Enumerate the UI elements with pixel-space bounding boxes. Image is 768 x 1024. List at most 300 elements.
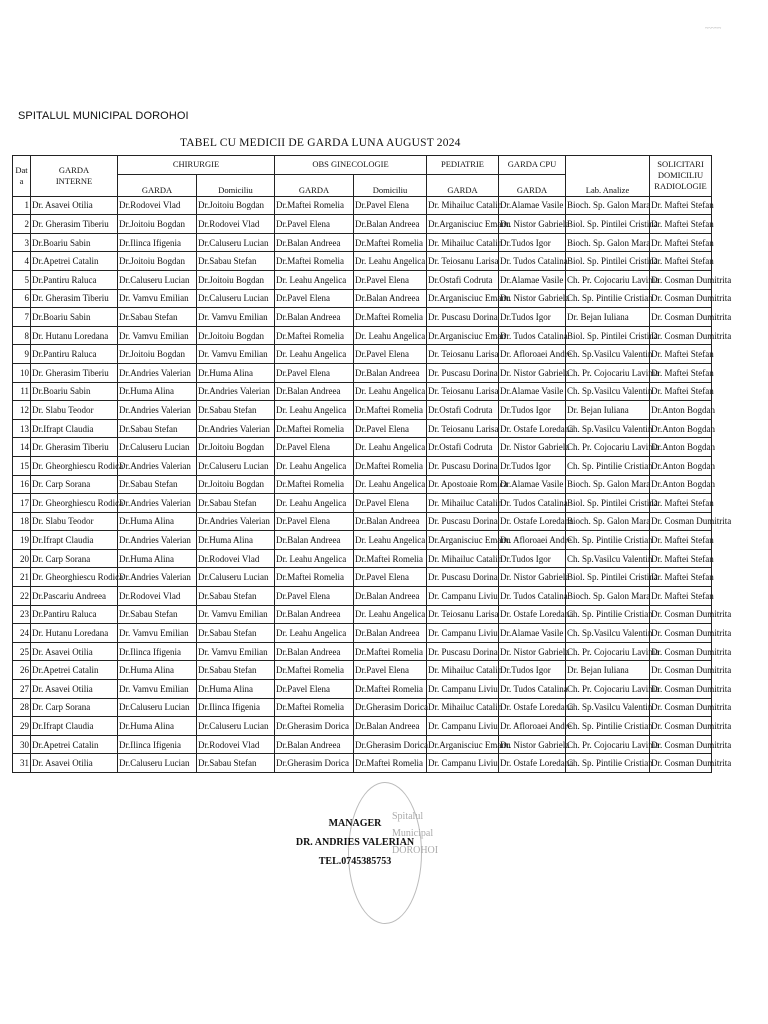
table-row — [13, 680, 712, 699]
chirurgie-garda-cell: Dr.Andries Valerian — [118, 456, 197, 475]
lab-analize-cell: Bioch. Sp. Galon Mara — [566, 233, 650, 252]
chirurgie-domiciliu-cell: Dr.Joitoiu Bogdan — [197, 326, 275, 345]
table-row — [13, 382, 712, 401]
chirurgie-garda-cell: Dr.Huma Alina — [118, 661, 197, 680]
cpu-garda-cell: Dr. Ostafe Loredana — [499, 698, 566, 717]
day-number-cell: 25 — [13, 642, 31, 661]
table-row — [13, 605, 712, 624]
interne-garda-cell: Dr.Ifrapt Claudia — [31, 717, 118, 736]
chirurgie-domiciliu-cell: Dr.Ilinca Ifigenia — [197, 698, 275, 717]
interne-garda-cell: Dr.Boariu Sabin — [31, 382, 118, 401]
pediatrie-garda-cell: Dr. Teiosanu Larisa — [427, 252, 499, 271]
interne-garda-cell: Dr. Carp Sorana — [31, 475, 118, 494]
col-header-ped-garda: GARDA — [427, 174, 499, 196]
interne-garda-cell: Dr. Gherasim Tiberiu — [31, 289, 118, 308]
obs-domiciliu-cell: Dr.Pavel Elena — [354, 270, 427, 289]
lab-analize-cell: Ch. Sp.Vasilcu Valentin — [566, 549, 650, 568]
chirurgie-garda-cell: Dr.Rodovei Vlad — [118, 196, 197, 215]
chirurgie-domiciliu-cell: Dr.Joitoiu Bogdan — [197, 270, 275, 289]
obs-garda-cell: Dr.Pavel Elena — [275, 512, 354, 531]
pediatrie-garda-cell: Dr.Ostafi Codruta — [427, 270, 499, 289]
obs-domiciliu-cell: Dr.Pavel Elena — [354, 419, 427, 438]
obs-domiciliu-cell: Dr. Leahu Angelica — [354, 438, 427, 457]
manager-role: MANAGER — [328, 818, 382, 829]
chirurgie-domiciliu-cell: Dr.Sabau Stefan — [197, 754, 275, 773]
col-header-interne-top: GARDA — [58, 164, 90, 175]
day-number-cell: 16 — [13, 475, 31, 494]
radiologie-domiciliu-cell: Dr. Cosman Dumitrita — [650, 754, 712, 773]
col-header-obs-domiciliu: Domiciliu — [354, 174, 427, 196]
obs-garda-cell: Dr.Balan Andreea — [275, 382, 354, 401]
pediatrie-garda-cell: Dr. Mihailuc Catalin — [427, 196, 499, 215]
cpu-garda-cell: Dr. Nistor Gabriela — [499, 215, 566, 234]
pediatrie-garda-cell: Dr. Campanu Liviu — [427, 624, 499, 643]
col-header-data-top: Dat — [15, 164, 28, 175]
pediatrie-garda-cell: Dr.Arganisciuc Emanu — [427, 735, 499, 754]
interne-garda-cell: Dr. Asavei Otilia — [31, 754, 118, 773]
obs-domiciliu-cell: Dr.Pavel Elena — [354, 196, 427, 215]
day-number-cell: 12 — [13, 401, 31, 420]
day-number-cell: 10 — [13, 363, 31, 382]
cpu-garda-cell: Dr.Tudos Igor — [499, 456, 566, 475]
cpu-garda-cell: Dr. Tudos Catalina — [499, 680, 566, 699]
table-row — [13, 549, 712, 568]
chirurgie-domiciliu-cell: Dr.Sabau Stefan — [197, 624, 275, 643]
cpu-garda-cell: Dr. Ostafe Loredana — [499, 754, 566, 773]
chirurgie-domiciliu-cell: Dr.Huma Alina — [197, 363, 275, 382]
col-header-interne — [31, 156, 118, 197]
obs-domiciliu-cell: Dr.Balan Andreea — [354, 215, 427, 234]
lab-analize-cell: Biol. Sp. Pintilei Cristina — [566, 326, 650, 345]
obs-domiciliu-cell: Dr.Pavel Elena — [354, 345, 427, 364]
table-row — [13, 289, 712, 308]
radiologie-domiciliu-cell: Dr. Cosman Dumitrita — [650, 270, 712, 289]
cpu-garda-cell: Dr.Alamae Vasile — [499, 475, 566, 494]
chirurgie-garda-cell: Dr.Huma Alina — [118, 382, 197, 401]
chirurgie-domiciliu-cell: Dr. Vamvu Emilian — [197, 345, 275, 364]
chirurgie-garda-cell: Dr.Sabau Stefan — [118, 605, 197, 624]
obs-garda-cell: Dr.Pavel Elena — [275, 438, 354, 457]
obs-garda-cell: Dr. Leahu Angelica — [275, 270, 354, 289]
interne-garda-cell: Dr. Carp Sorana — [31, 549, 118, 568]
obs-garda-cell: Dr.Maftei Romelia — [275, 568, 354, 587]
radiologie-domiciliu-cell: Dr. Maftei Stefan — [650, 363, 712, 382]
obs-garda-cell: Dr. Leahu Angelica — [275, 401, 354, 420]
day-number-cell: 21 — [13, 568, 31, 587]
lab-analize-cell: Ch. Sp. Pintilie Cristian — [566, 531, 650, 550]
pediatrie-garda-cell: Dr. Mihailuc Catalin — [427, 698, 499, 717]
obs-domiciliu-cell: Dr.Gherasim Dorica — [354, 735, 427, 754]
stamp-text: Spitalul Municipal DOROHOI — [392, 811, 439, 856]
interne-garda-cell: Dr.Pantiru Raluca — [31, 270, 118, 289]
pediatrie-garda-cell: Dr. Campanu Liviu — [427, 587, 499, 606]
table-row — [13, 717, 712, 736]
radiologie-domiciliu-cell: Dr. Maftei Stefan — [650, 252, 712, 271]
lab-analize-cell: Ch. Sp.Vasilcu Valentin — [566, 624, 650, 643]
table-row — [13, 308, 712, 327]
radiologie-domiciliu-cell: Dr. Cosman Dumitrita — [650, 512, 712, 531]
radiologie-domiciliu-cell: Dr. Maftei Stefan — [650, 568, 712, 587]
lab-analize-cell: Ch. Sp. Pintilie Cristian — [566, 717, 650, 736]
day-number-cell: 5 — [13, 270, 31, 289]
day-number-cell: 20 — [13, 549, 31, 568]
table-row — [13, 661, 712, 680]
pediatrie-garda-cell: Dr. Puscasu Dorina — [427, 456, 499, 475]
interne-garda-cell: Dr.Boariu Sabin — [31, 233, 118, 252]
chirurgie-domiciliu-cell: Dr.Sabau Stefan — [197, 587, 275, 606]
day-number-cell: 29 — [13, 717, 31, 736]
col-header-chir-garda: GARDA — [118, 174, 197, 196]
radiologie-domiciliu-cell: Dr. Cosman Dumitrita — [650, 717, 712, 736]
signature-block — [280, 814, 430, 871]
pediatrie-garda-cell: Dr. Teiosanu Larisa — [427, 605, 499, 624]
table-row — [13, 345, 712, 364]
chirurgie-domiciliu-cell: Dr.Caluseru Lucian — [197, 568, 275, 587]
obs-garda-cell: Dr.Maftei Romelia — [275, 326, 354, 345]
chirurgie-garda-cell: Dr.Sabau Stefan — [118, 475, 197, 494]
interne-garda-cell: Dr. Slabu Teodor — [31, 512, 118, 531]
obs-garda-cell: Dr. Leahu Angelica — [275, 549, 354, 568]
chirurgie-garda-cell: Dr. Vamvu Emilian — [118, 326, 197, 345]
obs-garda-cell: Dr.Pavel Elena — [275, 289, 354, 308]
chirurgie-domiciliu-cell: Dr.Huma Alina — [197, 680, 275, 699]
pediatrie-garda-cell: Dr. Mihailuc Catalin — [427, 233, 499, 252]
pediatrie-garda-cell: Dr. Puscasu Dorina — [427, 363, 499, 382]
chirurgie-domiciliu-cell: Dr.Sabau Stefan — [197, 401, 275, 420]
chirurgie-garda-cell: Dr.Sabau Stefan — [118, 308, 197, 327]
chirurgie-garda-cell: Dr.Rodovei Vlad — [118, 587, 197, 606]
pediatrie-garda-cell: Dr. Teiosanu Larisa — [427, 345, 499, 364]
radiologie-domiciliu-cell: Dr. Maftei Stefan — [650, 215, 712, 234]
obs-domiciliu-cell: Dr.Balan Andreea — [354, 587, 427, 606]
chirurgie-garda-cell: Dr.Sabau Stefan — [118, 419, 197, 438]
col-header-chir-domiciliu: Domiciliu — [197, 174, 275, 196]
cpu-garda-cell: Dr.Tudos Igor — [499, 308, 566, 327]
chirurgie-domiciliu-cell: Dr.Andries Valerian — [197, 512, 275, 531]
cpu-garda-cell: Dr.Tudos Igor — [499, 401, 566, 420]
radiologie-domiciliu-cell: Dr. Cosman Dumitrita — [650, 605, 712, 624]
obs-garda-cell: Dr.Pavel Elena — [275, 680, 354, 699]
table-row — [13, 568, 712, 587]
obs-domiciliu-cell: Dr. Leahu Angelica — [354, 326, 427, 345]
lab-analize-cell: Bioch. Sp. Galon Mara — [566, 475, 650, 494]
cpu-garda-cell: Dr. Afloroaei Andre — [499, 717, 566, 736]
chirurgie-domiciliu-cell: Dr.Huma Alina — [197, 531, 275, 550]
lab-analize-cell: Ch. Sp.Vasilcu Valentin — [566, 698, 650, 717]
obs-garda-cell: Dr.Balan Andreea — [275, 735, 354, 754]
lab-analize-cell: Ch. Pr. Cojocariu Lavinia — [566, 270, 650, 289]
duty-roster-table — [12, 155, 732, 773]
cpu-garda-cell: Dr. Tudos Catalina — [499, 494, 566, 513]
cpu-garda-cell: Dr. Ostafe Loredana — [499, 605, 566, 624]
chirurgie-domiciliu-cell: Dr.Rodovei Vlad — [197, 215, 275, 234]
interne-garda-cell: Dr.Pantiru Raluca — [31, 605, 118, 624]
obs-garda-cell: Dr.Maftei Romelia — [275, 661, 354, 680]
table-row — [13, 419, 712, 438]
obs-domiciliu-cell: Dr.Maftei Romelia — [354, 754, 427, 773]
table-row — [13, 754, 712, 773]
chirurgie-garda-cell: Dr.Caluseru Lucian — [118, 438, 197, 457]
obs-garda-cell: Dr.Gherasim Dorica — [275, 717, 354, 736]
obs-domiciliu-cell: Dr.Balan Andreea — [354, 717, 427, 736]
day-number-cell: 18 — [13, 512, 31, 531]
obs-domiciliu-cell: Dr.Balan Andreea — [354, 363, 427, 382]
col-header-rad-3: RADIOLOGIE — [654, 181, 707, 192]
obs-garda-cell: Dr.Maftei Romelia — [275, 698, 354, 717]
table-row — [13, 624, 712, 643]
day-number-cell: 2 — [13, 215, 31, 234]
chirurgie-garda-cell: Dr.Huma Alina — [118, 717, 197, 736]
chirurgie-domiciliu-cell: Dr.Joitoiu Bogdan — [197, 196, 275, 215]
radiologie-domiciliu-cell: Dr. Maftei Stefan — [650, 587, 712, 606]
day-number-cell: 19 — [13, 531, 31, 550]
day-number-cell: 4 — [13, 252, 31, 271]
radiologie-domiciliu-cell: Dr. Maftei Stefan — [650, 531, 712, 550]
lab-analize-cell: Ch. Sp. Pintilie Cristian — [566, 456, 650, 475]
day-number-cell: 11 — [13, 382, 31, 401]
document-title: TABEL CU MEDICII DE GARDA LUNA AUGUST 2024 — [180, 137, 461, 149]
lab-analize-cell: Bioch. Sp. Galon Mara — [566, 512, 650, 531]
day-number-cell: 13 — [13, 419, 31, 438]
obs-domiciliu-cell: Dr.Balan Andreea — [354, 512, 427, 531]
lab-analize-cell: Ch. Pr. Cojocariu Lavinia — [566, 438, 650, 457]
table-row — [13, 587, 712, 606]
chirurgie-domiciliu-cell: Dr. Vamvu Emilian — [197, 605, 275, 624]
chirurgie-domiciliu-cell: Dr. Vamvu Emilian — [197, 642, 275, 661]
radiologie-domiciliu-cell: Dr.Anton Bogdan — [650, 456, 712, 475]
lab-analize-cell: Biol. Sp. Pintilei Cristina — [566, 252, 650, 271]
obs-garda-cell: Dr. Leahu Angelica — [275, 345, 354, 364]
cpu-garda-cell: Dr. Tudos Catalina — [499, 326, 566, 345]
table-row — [13, 531, 712, 550]
pediatrie-garda-cell: Dr. Mihailuc Catalin — [427, 549, 499, 568]
obs-garda-cell: Dr.Pavel Elena — [275, 587, 354, 606]
obs-domiciliu-cell: Dr. Leahu Angelica — [354, 531, 427, 550]
chirurgie-domiciliu-cell: Dr.Sabau Stefan — [197, 661, 275, 680]
manager-phone: TEL.0745385753 — [318, 856, 392, 867]
table-row — [13, 512, 712, 531]
pediatrie-garda-cell: Dr. Campanu Liviu — [427, 680, 499, 699]
cpu-garda-cell: Dr.Alamae Vasile — [499, 382, 566, 401]
lab-analize-cell: Biol. Sp. Pintilei Cristina — [566, 215, 650, 234]
col-header-chirurgie: CHIRURGIE — [118, 156, 275, 175]
pediatrie-garda-cell: Dr. Puscasu Dorina — [427, 512, 499, 531]
pediatrie-garda-cell: Dr.Ostafi Codruta — [427, 438, 499, 457]
obs-garda-cell: Dr. Leahu Angelica — [275, 456, 354, 475]
interne-garda-cell: Dr. Carp Sorana — [31, 698, 118, 717]
lab-analize-cell: Ch. Sp. Pintilie Cristian — [566, 289, 650, 308]
radiologie-domiciliu-cell: Dr.Anton Bogdan — [650, 475, 712, 494]
cpu-garda-cell: Dr. Nistor Gabriela — [499, 642, 566, 661]
day-number-cell: 23 — [13, 605, 31, 624]
obs-domiciliu-cell: Dr.Maftei Romelia — [354, 680, 427, 699]
chirurgie-domiciliu-cell: Dr.Andries Valerian — [197, 419, 275, 438]
obs-garda-cell: Dr.Balan Andreea — [275, 605, 354, 624]
pediatrie-garda-cell: Dr.Arganisciuc Emanu — [427, 531, 499, 550]
col-header-interne-bottom: INTERNE — [55, 175, 93, 186]
chirurgie-garda-cell: Dr.Ilinca Ifigenia — [118, 642, 197, 661]
col-header-data — [13, 156, 31, 197]
obs-garda-cell: Dr.Pavel Elena — [275, 215, 354, 234]
day-number-cell: 6 — [13, 289, 31, 308]
cpu-garda-cell: Dr.Alamae Vasile — [499, 196, 566, 215]
obs-domiciliu-cell: Dr.Pavel Elena — [354, 494, 427, 513]
col-header-pediatrie: PEDIATRIE — [427, 156, 499, 175]
chirurgie-domiciliu-cell: Dr.Caluseru Lucian — [197, 289, 275, 308]
chirurgie-domiciliu-cell: Dr.Caluseru Lucian — [197, 233, 275, 252]
chirurgie-garda-cell: Dr.Joitoiu Bogdan — [118, 215, 197, 234]
cpu-garda-cell: Dr.Alamae Vasile — [499, 270, 566, 289]
obs-domiciliu-cell: Dr.Maftei Romelia — [354, 456, 427, 475]
radiologie-domiciliu-cell: Dr.Anton Bogdan — [650, 419, 712, 438]
pediatrie-garda-cell: Dr. Apostoaie Romica — [427, 475, 499, 494]
radiologie-domiciliu-cell: Dr. Cosman Dumitrita — [650, 698, 712, 717]
radiologie-domiciliu-cell: Dr. Cosman Dumitrita — [650, 289, 712, 308]
obs-domiciliu-cell: Dr. Leahu Angelica — [354, 605, 427, 624]
obs-domiciliu-cell: Dr.Maftei Romelia — [354, 401, 427, 420]
pediatrie-garda-cell: Dr. Puscasu Dorina — [427, 642, 499, 661]
radiologie-domiciliu-cell: Dr.Anton Bogdan — [650, 438, 712, 457]
obs-domiciliu-cell: Dr.Maftei Romelia — [354, 308, 427, 327]
cpu-garda-cell: Dr. Ostafe Loredana — [499, 512, 566, 531]
obs-garda-cell: Dr.Maftei Romelia — [275, 419, 354, 438]
col-header-cpu: GARDA CPU — [499, 156, 566, 175]
col-header-rad-2: DOMICILIU — [657, 170, 704, 181]
radiologie-domiciliu-cell: Dr.Anton Bogdan — [650, 401, 712, 420]
radiologie-domiciliu-cell: Dr. Maftei Stefan — [650, 549, 712, 568]
interne-garda-cell: Dr.Apetrei Catalin — [31, 661, 118, 680]
day-number-cell: 15 — [13, 456, 31, 475]
obs-garda-cell: Dr.Gherasim Dorica — [275, 754, 354, 773]
table-row — [13, 326, 712, 345]
obs-domiciliu-cell: Dr.Maftei Romelia — [354, 233, 427, 252]
table-row — [13, 735, 712, 754]
chirurgie-domiciliu-cell: Dr.Rodovei Vlad — [197, 735, 275, 754]
hospital-name: SPITALUL MUNICIPAL DOROHOI — [18, 110, 189, 122]
chirurgie-garda-cell: Dr.Joitoiu Bogdan — [118, 252, 197, 271]
pediatrie-garda-cell: Dr. Puscasu Dorina — [427, 308, 499, 327]
interne-garda-cell: Dr. Hutanu Loredana — [31, 624, 118, 643]
pediatrie-garda-cell: Dr. Campanu Liviu — [427, 754, 499, 773]
col-header-obs-garda: GARDA — [275, 174, 354, 196]
day-number-cell: 28 — [13, 698, 31, 717]
radiologie-domiciliu-cell: Dr. Maftei Stefan — [650, 196, 712, 215]
col-header-cpu-garda: GARDA — [499, 174, 566, 196]
day-number-cell: 8 — [13, 326, 31, 345]
table-row — [13, 215, 712, 234]
table-row — [13, 642, 712, 661]
pediatrie-garda-cell: Dr. Campanu Liviu — [427, 717, 499, 736]
lab-analize-cell: Ch. Sp. Pintilie Cristian — [566, 605, 650, 624]
chirurgie-garda-cell: Dr.Ilinca Ifigenia — [118, 233, 197, 252]
table-row — [13, 363, 712, 382]
cpu-garda-cell: Dr. Nistor Gabriela — [499, 568, 566, 587]
day-number-cell: 26 — [13, 661, 31, 680]
obs-garda-cell: Dr.Maftei Romelia — [275, 252, 354, 271]
obs-garda-cell: Dr. Leahu Angelica — [275, 624, 354, 643]
interne-garda-cell: Dr. Slabu Teodor — [31, 401, 118, 420]
radiologie-domiciliu-cell: Dr. Cosman Dumitrita — [650, 642, 712, 661]
chirurgie-garda-cell: Dr.Andries Valerian — [118, 531, 197, 550]
day-number-cell: 1 — [13, 196, 31, 215]
chirurgie-domiciliu-cell: Dr.Joitoiu Bogdan — [197, 438, 275, 457]
cpu-garda-cell: Dr. Tudos Catalina — [499, 587, 566, 606]
lab-analize-cell: Ch. Pr. Cojocariu Lavinia — [566, 680, 650, 699]
pediatrie-garda-cell: Dr. Mihailuc Catalin — [427, 661, 499, 680]
interne-garda-cell: Dr.Apetrei Catalin — [31, 252, 118, 271]
table-row — [13, 475, 712, 494]
chirurgie-garda-cell: Dr. Vamvu Emilian — [118, 624, 197, 643]
cpu-garda-cell: Dr. Nistor Gabriela — [499, 735, 566, 754]
obs-garda-cell: Dr.Maftei Romelia — [275, 475, 354, 494]
day-number-cell: 27 — [13, 680, 31, 699]
obs-garda-cell: Dr.Balan Andreea — [275, 308, 354, 327]
day-number-cell: 9 — [13, 345, 31, 364]
obs-domiciliu-cell: Dr.Maftei Romelia — [354, 549, 427, 568]
chirurgie-garda-cell: Dr.Caluseru Lucian — [118, 698, 197, 717]
col-header-lab: Lab. Analize — [566, 156, 650, 197]
lab-analize-cell: Ch. Sp.Vasilcu Valentin — [566, 382, 650, 401]
chirurgie-garda-cell: Dr.Caluseru Lucian — [118, 754, 197, 773]
chirurgie-domiciliu-cell: Dr. Vamvu Emilian — [197, 308, 275, 327]
cpu-garda-cell: Dr. Nistor Gabriela — [499, 289, 566, 308]
lab-analize-cell: Dr. Bejan Iuliana — [566, 661, 650, 680]
col-header-rad-1: SOLICITARI — [657, 159, 704, 170]
table-row — [13, 494, 712, 513]
lab-analize-cell: Ch. Pr. Cojocariu Lavinia — [566, 363, 650, 382]
chirurgie-garda-cell: Dr.Ilinca Ifigenia — [118, 735, 197, 754]
pediatrie-garda-cell: Dr. Puscasu Dorina — [427, 568, 499, 587]
cpu-garda-cell: Dr. Afloroaei Andre — [499, 345, 566, 364]
pediatrie-garda-cell: Dr. Teiosanu Larisa — [427, 382, 499, 401]
obs-garda-cell: Dr.Balan Andreea — [275, 233, 354, 252]
day-number-cell: 17 — [13, 494, 31, 513]
radiologie-domiciliu-cell: Dr. Cosman Dumitrita — [650, 624, 712, 643]
lab-analize-cell: Biol. Sp. Pintilei Cristina — [566, 568, 650, 587]
obs-garda-cell: Dr.Pavel Elena — [275, 363, 354, 382]
cpu-garda-cell: Dr. Nistor Gabriela — [499, 438, 566, 457]
chirurgie-garda-cell: Dr.Huma Alina — [118, 512, 197, 531]
radiologie-domiciliu-cell: Dr. Maftei Stefan — [650, 345, 712, 364]
interne-garda-cell: Dr.Pantiru Raluca — [31, 345, 118, 364]
roster-body — [13, 196, 732, 772]
chirurgie-domiciliu-cell: Dr.Rodovei Vlad — [197, 549, 275, 568]
radiologie-domiciliu-cell: Dr. Maftei Stefan — [650, 382, 712, 401]
col-header-obs: OBS GINECOLOGIE — [275, 156, 427, 175]
chirurgie-domiciliu-cell: Dr.Joitoiu Bogdan — [197, 475, 275, 494]
interne-garda-cell: Dr. Gheorghiescu Rodica — [31, 494, 118, 513]
obs-domiciliu-cell: Dr. Leahu Angelica — [354, 475, 427, 494]
pediatrie-garda-cell: Dr. Teiosanu Larisa — [427, 419, 499, 438]
pediatrie-garda-cell: Dr.Arganisciuc Emanu — [427, 289, 499, 308]
interne-garda-cell: Dr. Gheorghiescu Rodica — [31, 568, 118, 587]
table-row — [13, 438, 712, 457]
cpu-garda-cell: Dr. Ostafe Loredana — [499, 419, 566, 438]
interne-garda-cell: Dr. Asavei Otilia — [31, 196, 118, 215]
interne-garda-cell: Dr. Gheorghiescu Rodica — [31, 456, 118, 475]
table-row — [13, 698, 712, 717]
pediatrie-garda-cell: Dr.Arganisciuc Emanu — [427, 215, 499, 234]
interne-garda-cell: Dr. Asavei Otilia — [31, 642, 118, 661]
cpu-garda-cell: Dr.Tudos Igor — [499, 661, 566, 680]
obs-garda-cell: Dr.Balan Andreea — [275, 642, 354, 661]
table-row — [13, 456, 712, 475]
chirurgie-garda-cell: Dr.Huma Alina — [118, 549, 197, 568]
interne-garda-cell: Dr. Gherasim Tiberiu — [31, 215, 118, 234]
lab-analize-cell: Ch. Sp.Vasilcu Valentin — [566, 419, 650, 438]
obs-domiciliu-cell: Dr.Balan Andreea — [354, 289, 427, 308]
chirurgie-garda-cell: Dr.Caluseru Lucian — [118, 270, 197, 289]
